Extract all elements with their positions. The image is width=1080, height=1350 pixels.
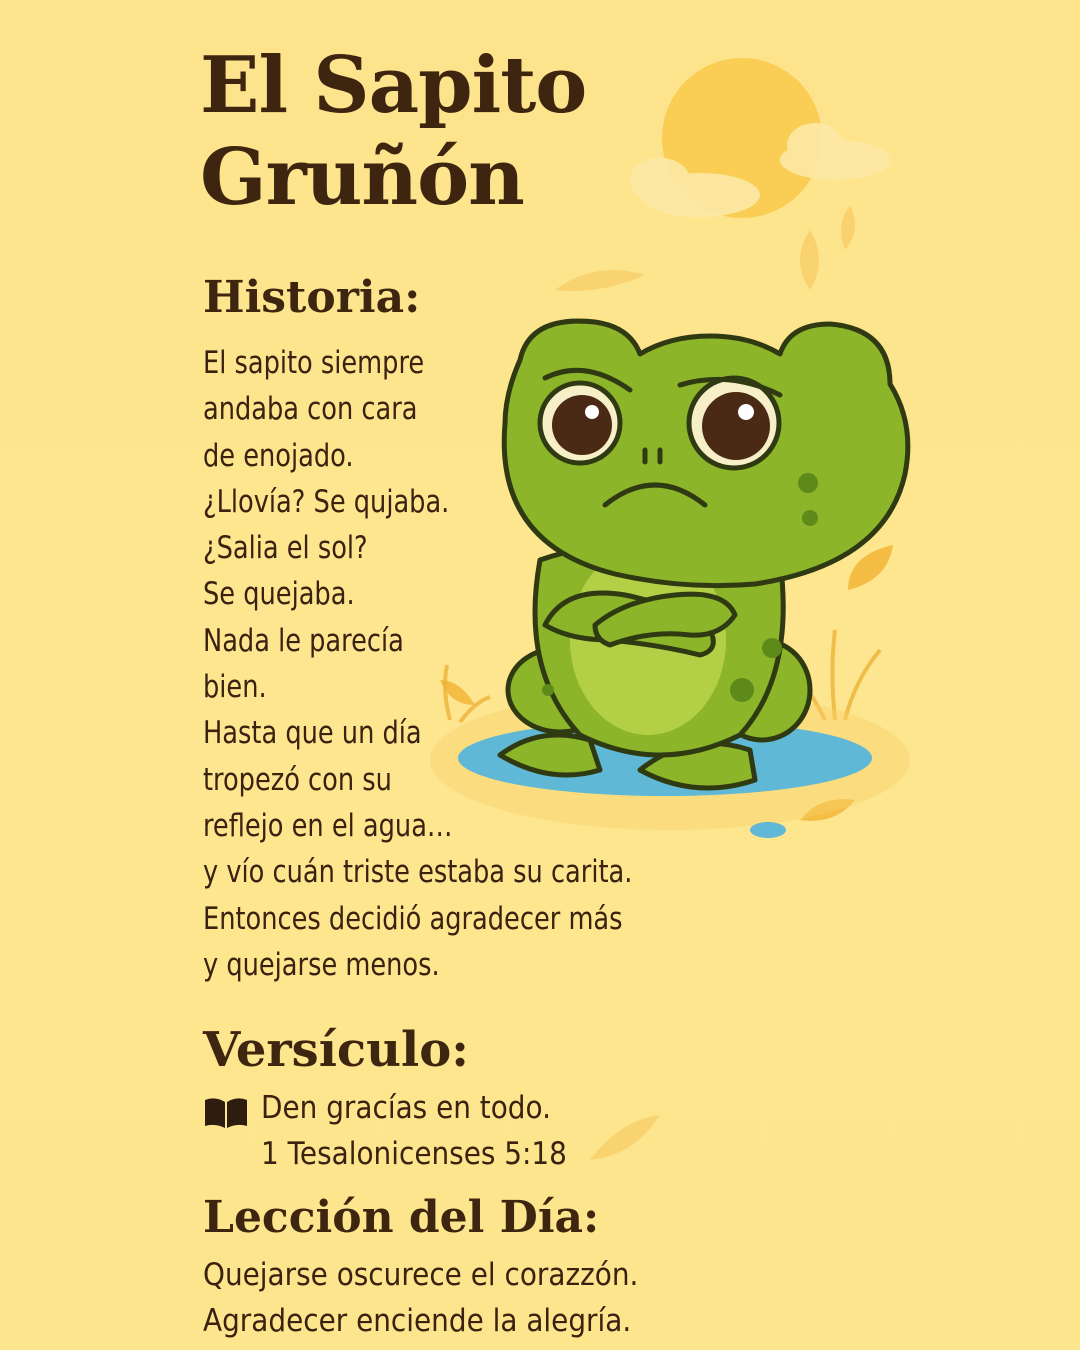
story-line: reflejo en el agua…: [203, 807, 453, 844]
historia-heading: Historia:: [203, 272, 421, 323]
lesson-line: Agradecer enciende la alegría.: [203, 1303, 632, 1339]
story-line: Hasta que un día: [203, 715, 422, 752]
story-line: Se quejaba.: [203, 576, 355, 613]
story-line: y quejarse menos.: [203, 946, 440, 983]
book-icon: [203, 1096, 249, 1130]
story-line: Entonces decidió agradecer más: [203, 900, 623, 937]
story-line: ¿Llovía? Se qujaba.: [203, 483, 450, 520]
verse-text: Den gracías en todo.: [261, 1090, 551, 1126]
title-line-1: El Sapito: [200, 40, 587, 131]
leccion-text: [203, 1252, 687, 1344]
story-line: y vío cuán triste estaba su carita.: [203, 854, 633, 891]
story-line: de enojado.: [203, 437, 354, 474]
versiculo-heading: Versículo:: [203, 1022, 470, 1078]
story-line: ¿Salia el sol?: [203, 530, 368, 567]
story-line: El sapito siempre: [203, 345, 425, 381]
verse-reference: 1 Tesalonicenses 5:18: [261, 1136, 567, 1172]
lesson-line: Quejarse oscurece el corazzón.: [203, 1257, 639, 1293]
story-line: tropezó con su: [203, 761, 392, 798]
leccion-heading: Lección del Día:: [203, 1192, 600, 1243]
title-line-2: Gruñón: [200, 132, 524, 223]
page-title: [200, 40, 586, 224]
story-line: andaba con cara: [203, 391, 418, 428]
historia-text: [203, 340, 723, 988]
story-line: bien.: [203, 669, 267, 706]
story-line: Nada le parecía: [203, 622, 404, 659]
